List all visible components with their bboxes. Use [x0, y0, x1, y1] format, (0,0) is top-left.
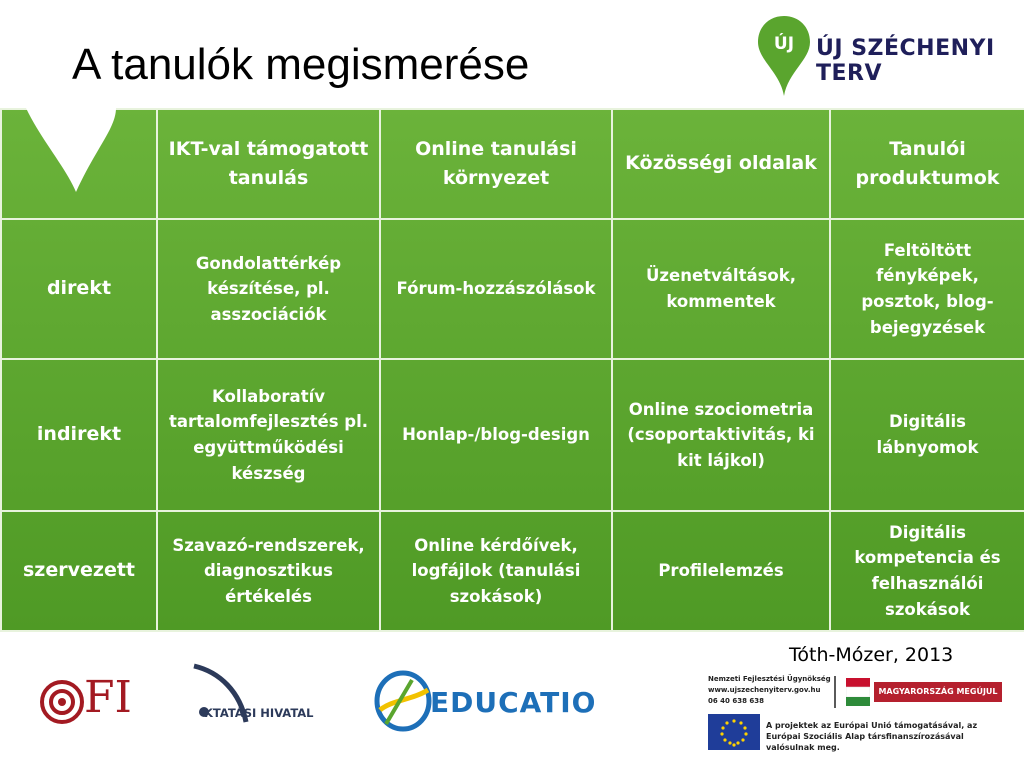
- header-cell: IKT-val támogatott tanulás: [157, 109, 380, 219]
- brand-text: ÚJ SZÉCHENYI TERV: [816, 36, 995, 86]
- table-cell: Feltöltött fényképek, posztok, blog-bejegyzések: [830, 219, 1024, 359]
- educatio-logo-text: EDUCATIO: [430, 686, 597, 719]
- table-row: [1, 219, 1024, 359]
- table-cell: Üzenetváltások, kommentek: [612, 219, 830, 359]
- table-cell: Fórum-hozzászólások: [380, 219, 612, 359]
- table-cell: Digitális lábnyomok: [830, 359, 1024, 511]
- table-header-row: [1, 109, 1024, 219]
- header-cell: Tanulói produktumok: [830, 109, 1024, 219]
- header-cell: Közösségi oldalak: [612, 109, 830, 219]
- educatio-logo: [372, 670, 622, 734]
- row-label: direkt: [1, 219, 157, 359]
- oh-arc-icon: [190, 662, 264, 736]
- agency-name: Nemzeti Fejlesztési Ügynökség: [708, 675, 831, 683]
- table-cell: Online szociometria (csoportaktivitás, ki kit lájkol): [612, 359, 830, 511]
- table-cell: Digitális kompetencia és felhasználói szokások: [830, 511, 1024, 631]
- row-label: indirekt: [1, 359, 157, 511]
- ofi-logo: [40, 672, 140, 726]
- map-pin-decoration-icon: [26, 108, 116, 192]
- table-cell: Online kérdőívek, logfájlok (tanulási szokások): [380, 511, 612, 631]
- table-cell: Kollaboratív tartalomfejlesztés pl. együttműködési készség: [157, 359, 380, 511]
- row-label: szervezett: [1, 511, 157, 631]
- citation: Tóth-Mózer, 2013: [789, 644, 954, 666]
- learning-methods-table: [0, 108, 1024, 630]
- divider: [834, 676, 836, 708]
- slide-title: A tanulók megismerése: [72, 40, 530, 89]
- oktatasi-hivatal-logo: [190, 662, 340, 736]
- ofi-logo-text: FI: [84, 672, 132, 723]
- agency-phone: 06 40 638 638: [708, 697, 765, 706]
- map-pin-icon: [758, 16, 810, 96]
- table-cell: Honlap-/blog-design: [380, 359, 612, 511]
- nfu-agency-block: [708, 674, 831, 708]
- header-cell: Online tanulási környezet: [380, 109, 612, 219]
- table-row: [1, 511, 1024, 631]
- table-cell: Gondolattérkép készítése, pl. asszociációk: [157, 219, 380, 359]
- table-row: [1, 359, 1024, 511]
- slogan-badge: MAGYARORSZÁG MEGÚJUL: [874, 682, 1002, 702]
- eu-flag-icon: [708, 714, 760, 750]
- hungarian-flag-icon: [846, 678, 870, 706]
- eu-funding-text: A projektek az Európai Unió támogatásával, az Európai Szociális Alap társfinanszírozásával valósulnak meg.: [766, 721, 978, 753]
- agency-url: www.ujszechenyiterv.gov.hu: [708, 686, 821, 695]
- szechenyi-terv-logo: [758, 16, 998, 96]
- oh-logo-text: KTATÁSI HIVATAL: [204, 706, 314, 720]
- table-cell: Szavazó-rendszerek, diagnosztikus értékelés: [157, 511, 380, 631]
- ofi-spiral-icon: [40, 676, 84, 726]
- nfu-eu-logos: [708, 674, 1008, 758]
- educatio-e-icon: [372, 670, 434, 732]
- table-cell: Profilelemzés: [612, 511, 830, 631]
- brand-mark: ÚJ: [773, 34, 795, 54]
